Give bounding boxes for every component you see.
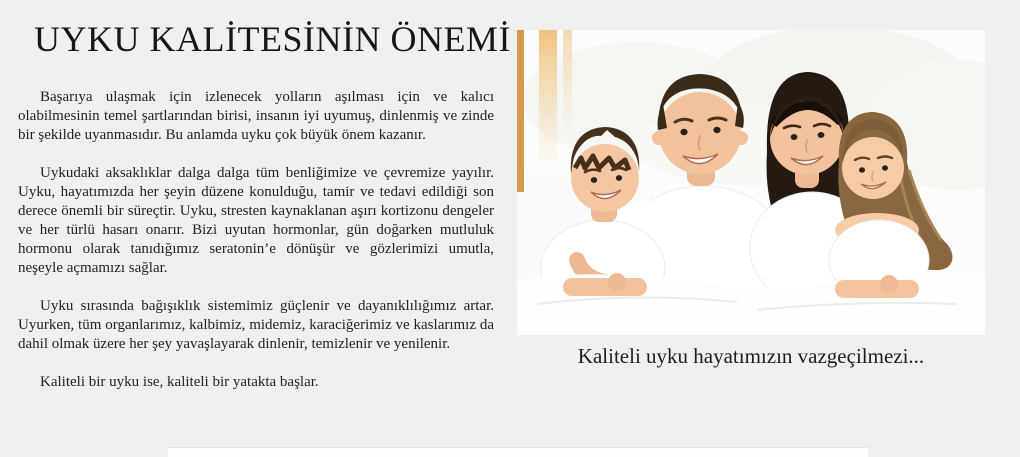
paragraph-3: Uyku sırasında bağışıklık sistemimiz güçlenir ve dayanıklılığımız artar. Uyurken, tüm organlarımız, kalbimiz, midemiz, karaciğerimiz ve kaslarımız da dahil olmak üzere her şey yavaşlayarak dinlenir, temizlenir ve yenilenir. bbox=[18, 298, 494, 352]
photo-caption: Kaliteli uyku hayatımızın vazgeçilmezi... bbox=[577, 344, 925, 368]
paragraph-1: Başarıya ulaşmak için izlenecek yolların aşılması için ve kalıcı olabilmesinin temel şartlarından birisi, insanın iyi uyumuş, dinlenmiş ve zinde bir şekilde uyanmasıdır. Bu anlamda uyku çok büyük önem kazanır. bbox=[18, 89, 494, 143]
family-photo bbox=[517, 30, 985, 335]
paragraph-2: Uykudaki aksaklıklar dalga dalga tüm benliğimize ve çevremize yayılır. Uyku, hayatımızda her şeyin düzene konulduğu, tamir ve tedavi edildiği son derece önemli bir süreçtir. Uyku, stresten kaynaklanan aşırı kortizonu dengeler ve her türlü hasarı onarır. Bizi uyutan hormonlar, gün doğarken mutluluk hormonu olarak tanıdığımız seratonin’e dönüşür ve gözlerimizi umutla, neşeyle açmamızı sağlar. bbox=[18, 165, 494, 276]
article-column bbox=[18, 18, 511, 411]
photo-column bbox=[517, 30, 985, 369]
page-title: UYKU KALİTESİNİN ÖNEMİ bbox=[34, 19, 511, 59]
family-photo-illustration bbox=[517, 30, 985, 335]
paragraph-4: Kaliteli bir uyku ise, kaliteli bir yatakta başlar. bbox=[40, 374, 319, 390]
